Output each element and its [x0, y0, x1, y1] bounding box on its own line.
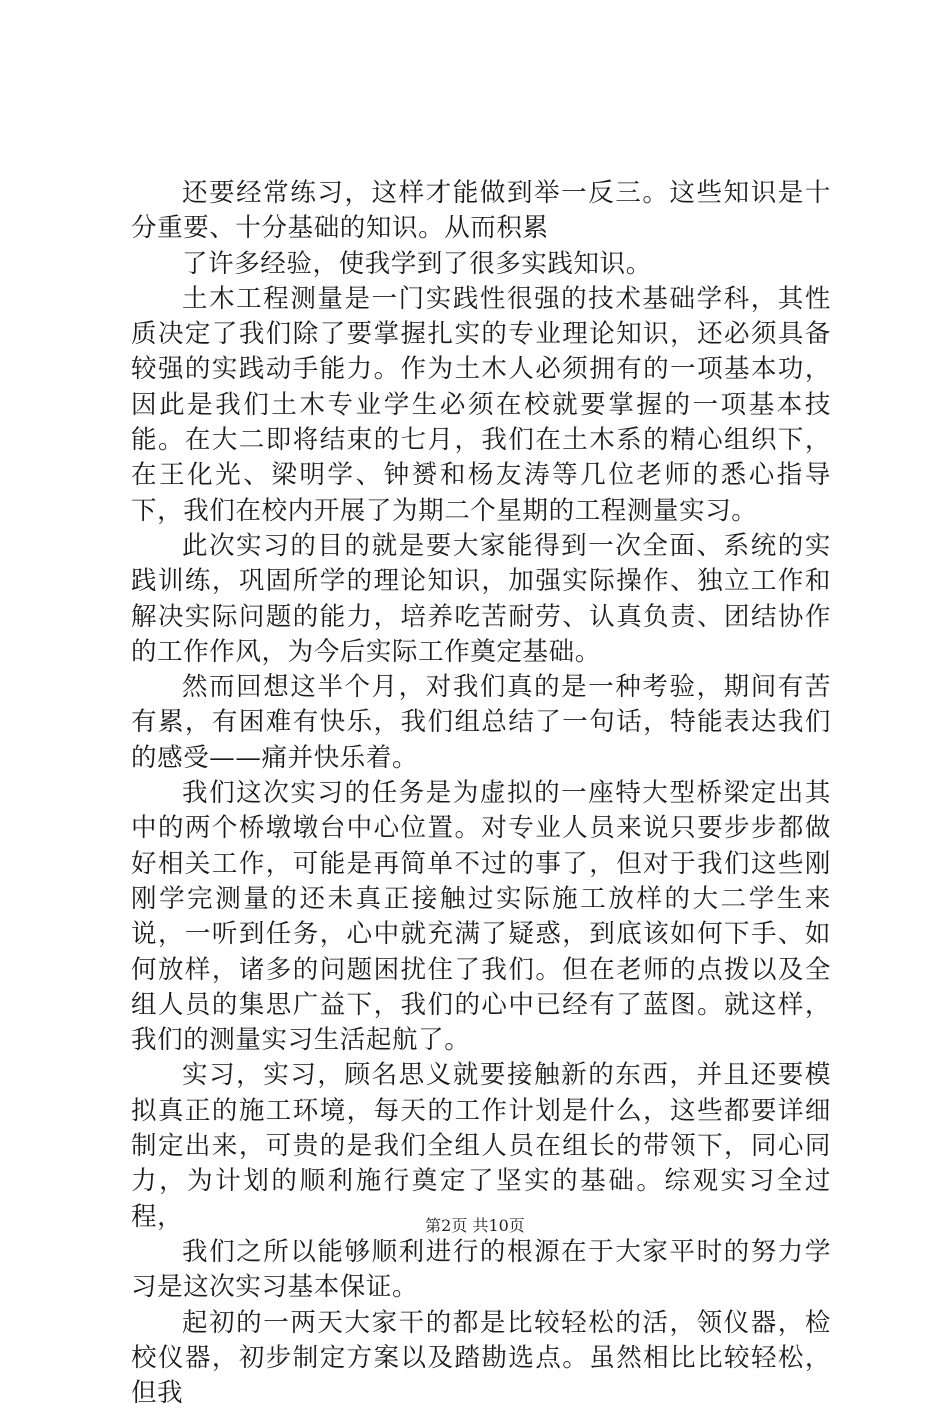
- paragraph-5: 然而回想这半个月，对我们真的是一种考验，期间有苦有累，有困难有快乐，我们组总结了一句话，特能表达我们的感受——痛并快乐着。: [131, 670, 831, 776]
- paragraph-1: 还要经常练习，这样才能做到举一反三。这些知识是十分重要、十分基础的知识。从而积累: [131, 176, 831, 247]
- paragraph-4: 此次实习的目的就是要大家能得到一次全面、系统的实践训练，巩固所学的理论知识，加强实际操作、独立工作和解决实际问题的能力，培养吃苦耐劳、认真负责、团结协作的工作作风，为今后实际工作奠定基础。: [131, 529, 831, 670]
- page-number-footer: 第2页 共10页: [0, 1213, 950, 1236]
- paragraph-6: 我们这次实习的任务是为虚拟的一座特大型桥梁定出其中的两个桥墩墩台中心位置。对专业人员来说只要步步都做好相关工作，可能是再简单不过的事了，但对于我们这些刚刚学完测量的还未真正接触过实际施工放样的大二学生来说，一听到任务，心中就充满了疑惑，到底该如何下手、如何放样，诸多的问题困扰住了我们。但在老师的点拨以及全组人员的集思广益下，我们的心中已经有了蓝图。就这样，我们的测量实习生活起航了。: [131, 776, 831, 1058]
- paragraph-7: 实习，实习，顾名思义就要接触新的东西，并且还要模拟真正的施工环境，每天的工作计划是什么，这些都要详细制定出来，可贵的是我们全组人员在组长的带领下，同心同力，为计划的顺利施行奠定了坚实的基础。综观实习全过程，: [131, 1058, 831, 1234]
- paragraph-8: 我们之所以能够顺利进行的根源在于大家平时的努力学习是这次实习基本保证。: [131, 1235, 831, 1306]
- paragraph-3: 土木工程测量是一门实践性很强的技术基础学科，其性质决定了我们除了要掌握扎实的专业理论知识，还必须具备较强的实践动手能力。作为土木人必须拥有的一项基本功，因此是我们土木专业学生必须在校就要掌握的一项基本技能。在大二即将结束的七月，我们在土木系的精心组织下，在王化光、梁明学、钟赟和杨友涛等几位老师的悉心指导下，我们在校内开展了为期二个星期的工程测量实习。: [131, 282, 831, 529]
- paragraph-2: 了许多经验，使我学到了很多实践知识。: [131, 247, 831, 282]
- paragraph-9: 起初的一两天大家干的都是比较轻松的活，领仪器，检校仪器，初步制定方案以及踏勘选点。虽然相比比较轻松，但我: [131, 1306, 831, 1411]
